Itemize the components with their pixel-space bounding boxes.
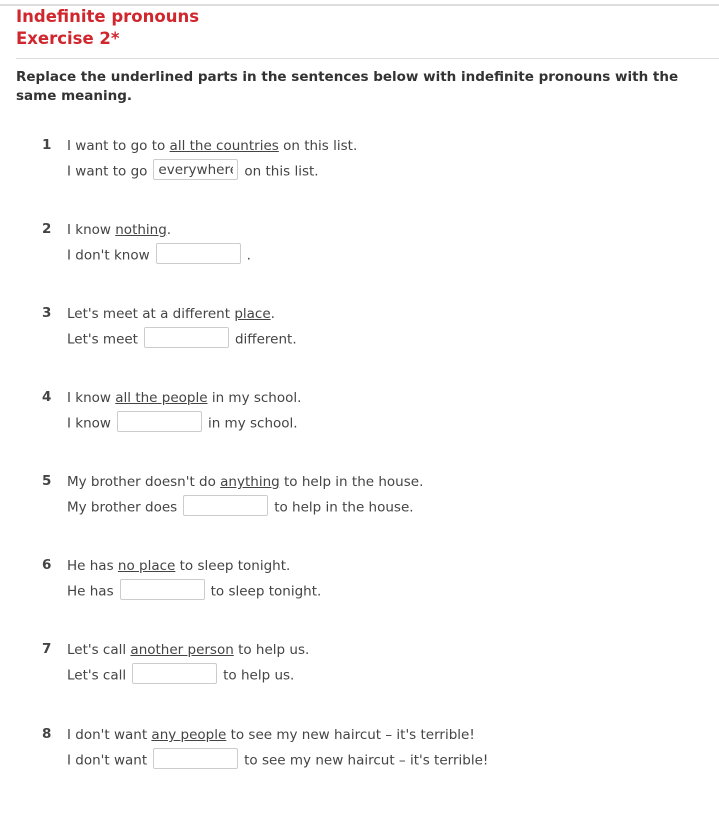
answer-input[interactable]	[183, 495, 268, 516]
rewrite-sentence	[67, 497, 414, 518]
original-sentence	[67, 221, 171, 239]
sentence-text: I know	[67, 222, 116, 238]
sentence-text: Let's meet at a different	[67, 306, 235, 322]
sentence-text: My brother does	[67, 499, 178, 516]
sentence-text: to sleep tonight.	[175, 558, 291, 574]
answer-input[interactable]	[156, 243, 241, 264]
underlined-phrase: place	[234, 306, 271, 322]
item-number: 8	[42, 726, 52, 742]
answer-input[interactable]	[132, 663, 217, 684]
page-title	[16, 6, 199, 50]
answer-input[interactable]	[153, 748, 238, 769]
item-number: 6	[42, 557, 52, 573]
sentence-text: .	[246, 247, 251, 264]
item-number: 3	[42, 305, 52, 321]
sentence-text: to see my new haircut – it's terrible!	[226, 727, 475, 743]
title-line-1: Indefinite pronouns	[16, 7, 200, 26]
original-sentence	[67, 389, 301, 407]
sentence-text: to help us.	[233, 642, 310, 658]
original-sentence	[67, 473, 423, 491]
rewrite-sentence	[67, 161, 319, 182]
answer-input[interactable]	[120, 579, 205, 600]
sentence-text: in my school.	[207, 390, 302, 406]
title-line-2: Exercise 2*	[16, 29, 120, 48]
sentence-text: to help in the house.	[279, 474, 424, 490]
answer-input[interactable]	[117, 411, 202, 432]
original-sentence	[67, 641, 309, 659]
instructions: Replace the underlined parts in the sentences below with indefinite pronouns with the same meaning.	[16, 69, 679, 104]
item-number: 2	[42, 221, 52, 237]
underlined-phrase: any people	[151, 727, 227, 743]
rewrite-sentence	[67, 750, 488, 771]
rewrite-sentence	[67, 581, 321, 602]
sentence-text: to help us.	[223, 667, 295, 684]
rewrite-sentence	[67, 413, 298, 434]
sentence-text: He has	[67, 583, 114, 600]
sentence-text: to sleep tonight.	[210, 583, 322, 600]
original-sentence	[67, 557, 290, 575]
sentence-text: to help in the house.	[274, 499, 414, 516]
underlined-phrase: anything	[220, 474, 280, 490]
sentence-text: I don't know	[67, 247, 150, 264]
underlined-phrase: all the people	[115, 390, 208, 406]
sentence-text: .	[270, 306, 275, 322]
item-number: 1	[42, 137, 52, 153]
sentence-text: My brother doesn't do	[67, 474, 221, 490]
sentence-text: .	[166, 222, 172, 238]
underlined-phrase: nothing	[115, 222, 167, 238]
sentence-text: He has	[67, 558, 118, 574]
sentence-text: different.	[234, 331, 297, 348]
answer-input[interactable]	[144, 327, 229, 348]
underlined-phrase: no place	[117, 558, 176, 574]
item-number: 7	[42, 641, 52, 657]
rewrite-sentence	[67, 329, 297, 350]
sentence-text: on this list.	[278, 138, 358, 154]
sentence-text: in my school.	[207, 415, 298, 432]
original-sentence	[67, 305, 275, 323]
underlined-phrase: all the countries	[169, 138, 279, 154]
sentence-text: I don't want	[67, 727, 152, 743]
sentence-text: I know	[67, 415, 111, 432]
sentence-text: Let's call	[67, 667, 127, 684]
rewrite-sentence	[67, 665, 294, 686]
rewrite-sentence	[67, 245, 251, 266]
sentence-text: on this list.	[244, 163, 319, 180]
sentence-text: I know	[67, 390, 116, 406]
sentence-text: Let's call	[67, 642, 131, 658]
underlined-phrase: another person	[130, 642, 234, 658]
answer-input[interactable]	[153, 159, 238, 180]
original-sentence	[67, 137, 357, 155]
sentence-text: to see my new haircut – it's terrible!	[244, 752, 489, 769]
divider	[16, 58, 719, 59]
sentence-text: I want to go to	[67, 138, 170, 154]
item-number: 4	[42, 389, 52, 405]
item-number: 5	[42, 473, 52, 489]
sentence-text: I don't want	[67, 752, 148, 769]
sentence-text: Let's meet	[67, 331, 138, 348]
original-sentence	[67, 726, 475, 744]
sentence-text: I want to go	[67, 163, 148, 180]
